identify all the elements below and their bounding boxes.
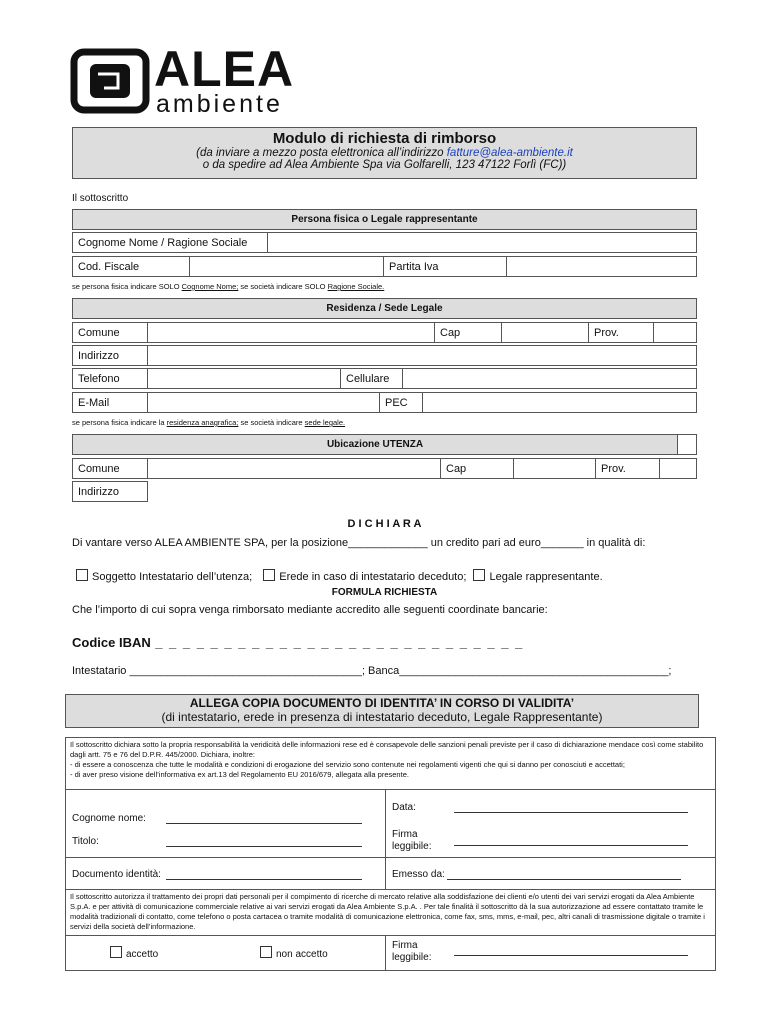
firma2-line[interactable] <box>454 955 688 956</box>
logo-word-ambiente: ambiente <box>156 90 283 118</box>
non-accetto-label: non accetto <box>276 949 328 960</box>
allega-box <box>65 694 699 728</box>
titolo-line[interactable] <box>166 846 362 847</box>
non-accetto-checkbox[interactable] <box>260 946 272 958</box>
formula-title: FORMULA RICHIESTA <box>331 587 438 598</box>
dichiara-options <box>76 569 603 583</box>
consent-statement: Il sottoscritto autorizza il trattamento dei propri dati personali per il compimento di ricerche di mercato relative alla soddisfazione dei clienti e/o utenti dei vari servizi erogati da Alea Ambiente S.p.A. e per attività di comunicazione commerciale relative ai vari servizi erogati da Alea Ambiente S.p.A. . Per tale finalità il sottoscritto dà la sua autorizzazione ad essere contattato tramite le modalità tradizionali di contatto, come telefono o posta cartacea o tramite modalità di comunicazione elettronica, come fax, sms, mms, e-mail, pec, altri canali di trasmissione digitale o tramite i servizi della società dell’informazione. <box>65 889 716 936</box>
residenza-section-title: Residenza / Sede Legale <box>72 298 697 319</box>
res-email-field[interactable] <box>147 392 380 413</box>
intro-text: Il sottoscritto <box>72 193 129 204</box>
persona-note-u1: Cognome Nome; <box>181 282 239 291</box>
header-address-line: o da spedire ad Alea Ambiente Spa via Golfarelli, 123 47122 Forlì (FC)) <box>202 159 567 171</box>
formula-text: Che l’importo di cui sopra venga rimborsato mediante accredito alle seguenti coordinate bancarie: <box>72 604 548 616</box>
res-email-label: E-Mail <box>72 392 148 413</box>
documento-line[interactable] <box>166 879 362 880</box>
persona-note-prefix: se persona fisica indicare SOLO <box>72 282 182 291</box>
titolo-label: Titolo: <box>72 836 99 847</box>
privacy-p3: - di aver preso visione dell’informativa ex art.13 del Regolamento EU 2016/679, allegata alla presente. <box>70 770 409 779</box>
firma1-line2: leggibile: <box>392 841 432 852</box>
ut-prov-field[interactable] <box>659 458 697 479</box>
ut-prov-label: Prov. <box>595 458 660 479</box>
res-cap-label: Cap <box>434 322 502 343</box>
residenza-note-mid: se società indicare <box>238 418 305 427</box>
data-label: Data: <box>392 802 416 813</box>
ut-cap-label: Cap <box>440 458 514 479</box>
accetto-label: accetto <box>126 949 159 960</box>
res-indirizzo-label: Indirizzo <box>72 345 148 366</box>
data-line[interactable] <box>454 812 688 813</box>
res-pec-label: PEC <box>379 392 423 413</box>
firma1-line1: Firma <box>392 829 418 840</box>
page-title: Modulo di richiesta di rimborso <box>272 130 497 147</box>
documento-label: Documento identità: <box>72 869 161 880</box>
res-comune-field[interactable] <box>147 322 435 343</box>
privacy-statement <box>65 737 716 790</box>
firma2-line2: leggibile: <box>392 952 432 963</box>
persona-section-title: Persona fisica o Legale rappresentante <box>72 209 697 230</box>
residenza-note-u1: residenza anagrafica; <box>166 418 239 427</box>
res-cap-field[interactable] <box>501 322 589 343</box>
partitaiva-field[interactable] <box>506 256 697 277</box>
opt-soggetto-label: Soggetto Intestatario dell’utenza; <box>92 571 253 583</box>
opt-legale-checkbox[interactable] <box>473 569 485 581</box>
privacy-p2: - di essere a conoscenza che tutte le modalità e condizioni di erogazione del servizio sono contenute nei regolamenti vigenti che qui si danno per conosciuti e accettati; <box>70 760 625 769</box>
cognome-nome-label: Cognome nome: <box>72 813 146 824</box>
allega-line1: ALLEGA COPIA DOCUMENTO DI IDENTITA’ IN CORSO DI VALIDITA’ <box>189 696 575 710</box>
firma2-label <box>392 940 431 964</box>
ut-indirizzo-label: Indirizzo <box>72 481 148 502</box>
persona-note-u2: Ragione Sociale. <box>327 282 385 291</box>
firma2-line1: Firma <box>392 940 418 951</box>
ut-comune-field[interactable] <box>147 458 441 479</box>
ut-cap-field[interactable] <box>513 458 596 479</box>
residenza-note-prefix: se persona fisica indicare la <box>72 418 167 427</box>
res-cellulare-label: Cellulare <box>340 368 403 389</box>
opt-erede-label: Erede in caso di intestatario deceduto; <box>279 571 467 583</box>
utenza-title-spacer <box>677 434 697 455</box>
res-prov-label: Prov. <box>588 322 654 343</box>
accetto-option[interactable] <box>110 946 158 960</box>
res-prov-field[interactable] <box>653 322 697 343</box>
header-email-link[interactable]: fatture@alea-ambiente.it <box>446 147 573 159</box>
dichiara-text: Di vantare verso ALEA AMBIENTE SPA, per la posizione_____________ un credito pari ad euro_______ in qualità di: <box>72 537 646 549</box>
opt-soggetto-checkbox[interactable] <box>76 569 88 581</box>
logo-word-alea: ALEA <box>154 41 295 97</box>
emesso-line[interactable] <box>447 879 681 880</box>
res-pec-field[interactable] <box>422 392 697 413</box>
ut-comune-label: Comune <box>72 458 148 479</box>
persona-note <box>72 282 384 291</box>
logo-mark <box>70 46 156 118</box>
res-telefono-field[interactable] <box>147 368 341 389</box>
firma1-line[interactable] <box>454 845 688 846</box>
non-accetto-option[interactable] <box>260 946 328 960</box>
header-send-line <box>73 147 696 159</box>
iban-label: Codice IBAN <box>72 635 151 650</box>
emesso-label: Emesso da: <box>392 869 445 880</box>
residenza-note-u2: sede legale. <box>304 418 346 427</box>
header-send-prefix: (da inviare a mezzo posta elettronica all’indirizzo <box>196 147 447 159</box>
opt-legale-label: Legale rappresentante. <box>489 571 603 583</box>
cognome-label: Cognome Nome / Ragione Sociale <box>72 232 268 253</box>
residenza-note <box>72 418 345 427</box>
accetto-checkbox[interactable] <box>110 946 122 958</box>
cognome-field[interactable] <box>267 232 697 253</box>
allega-line2: (di intestatario, erede in presenza di intestatario deceduto, Legale Rappresentante) <box>161 710 603 724</box>
res-telefono-label: Telefono <box>72 368 148 389</box>
privacy-p1: Il sottoscritto dichiara sotto la propria responsabilità la veridicità delle informazioni rese ed è consapevole delle sanzioni penali previste per il caso di dichiarazione mendace così come stabilito dagli artt. 75 e 76 del D.P.R. 445/2000. Dichiara, inoltre: <box>70 740 704 759</box>
res-comune-label: Comune <box>72 322 148 343</box>
persona-note-mid: se società indicare SOLO <box>238 282 328 291</box>
form-header <box>72 127 697 179</box>
utenza-section-title: Ubicazione UTENZA <box>72 434 678 455</box>
codfiscale-field[interactable] <box>189 256 384 277</box>
cognome-nome-line[interactable] <box>166 823 362 824</box>
res-cellulare-field[interactable] <box>402 368 697 389</box>
sign-right-cell <box>385 789 716 858</box>
intestatario-banca-line[interactable]: Intestatario ______________________________________; Banca____________________________________________; <box>72 665 672 677</box>
opt-erede-checkbox[interactable] <box>263 569 275 581</box>
res-indirizzo-field[interactable] <box>147 345 697 366</box>
iban-field[interactable]: _ _ _ _ _ _ _ _ _ _ _ _ _ _ _ _ _ _ _ _ _ _ _ _ _ _ _ <box>155 635 524 650</box>
partitaiva-label: Partita Iva <box>383 256 507 277</box>
iban-row <box>72 634 524 652</box>
consent-right-cell <box>385 935 716 971</box>
dichiara-title: D I C H I A R A <box>347 518 422 530</box>
codfiscale-label: Cod. Fiscale <box>72 256 190 277</box>
logo <box>70 41 310 118</box>
firma1-label <box>392 829 431 853</box>
